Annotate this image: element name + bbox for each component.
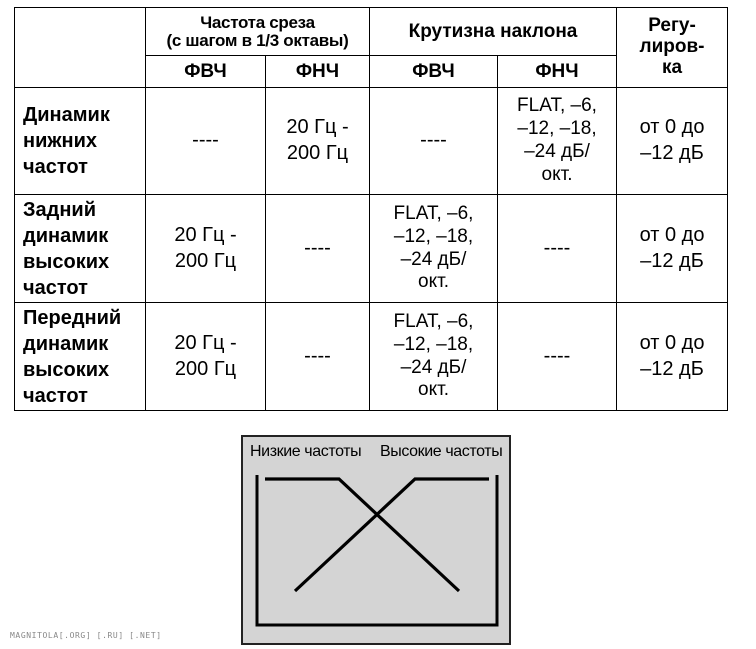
watermark-text: MAGNITOLA[.ORG] [.RU] [.NET] [10, 631, 162, 640]
header-cutoff-line: (с шагом в 1/3 октавы) [166, 30, 349, 50]
header-level-line: лиров- [639, 36, 705, 58]
header-cutoff-line: Частота среза [200, 12, 315, 32]
cell-slope-hpf [370, 88, 498, 195]
low-pass-curve [265, 479, 459, 591]
cell-level [617, 88, 728, 195]
header-slope-hpf: ФВЧ [370, 56, 498, 88]
table-row [15, 195, 728, 303]
row-label-line: частот [23, 384, 88, 407]
cell-line: FLAT, –6, [393, 310, 474, 332]
row-label-line: динамик [23, 224, 109, 247]
cell-line: от 0 до [639, 331, 705, 354]
cell-line: окт. [418, 379, 449, 401]
cell-line: –24 дБ/ [400, 248, 467, 270]
header-level-line: ка [661, 56, 683, 78]
cell-line: –12 дБ [640, 357, 704, 380]
cell-line: –12, –18, [393, 333, 474, 355]
cell-cutoff-hpf [146, 303, 266, 411]
low-frequencies-label: Низкие частоты [250, 443, 362, 460]
header-cutoff-lpf: ФНЧ [266, 56, 370, 88]
cell-slope-lpf [498, 195, 617, 303]
cell-line: –12, –18, [517, 118, 597, 140]
cell-line: ---- [543, 236, 571, 259]
cell-line: FLAT, –6, [517, 95, 597, 117]
cell-line: –12, –18, [393, 225, 474, 247]
row-label-line: нижних [23, 130, 98, 152]
cell-cutoff-hpf [146, 88, 266, 195]
cell-line: 20 Гц - [174, 331, 237, 354]
cell-line: окт. [418, 271, 449, 293]
row-label [15, 303, 146, 411]
cell-level [617, 195, 728, 303]
cell-cutoff-lpf [266, 88, 370, 195]
cell-line: окт. [541, 163, 573, 185]
header-cutoff [146, 8, 370, 56]
cell-slope-hpf [370, 303, 498, 411]
cell-line: 200 Гц [174, 357, 237, 380]
header-level [617, 8, 728, 88]
cell-slope-hpf [370, 195, 498, 303]
header-slope: Крутизна наклона [370, 8, 617, 56]
cell-line: ---- [304, 344, 331, 367]
row-label [15, 88, 146, 195]
cell-line: –12 дБ [640, 142, 704, 164]
row-label-line: высоких [23, 250, 110, 273]
corner-cell [15, 8, 146, 88]
cell-line: ---- [192, 129, 219, 152]
crossover-diagram-drawing [243, 437, 509, 643]
cell-line: 200 Гц [286, 142, 349, 164]
high-pass-curve [295, 479, 489, 591]
cell-line: FLAT, –6, [393, 202, 474, 224]
header-slope-lpf: ФНЧ [498, 56, 617, 88]
cell-cutoff-lpf [266, 195, 370, 303]
row-label-line: частот [23, 276, 88, 299]
row-label [15, 195, 146, 303]
row-label-line: Задний [23, 198, 97, 221]
cell-line: 20 Гц - [286, 116, 349, 139]
cell-line: от 0 до [639, 223, 705, 246]
crossover-diagram [241, 435, 511, 645]
cell-line: –12 дБ [640, 249, 704, 272]
table-row [15, 88, 728, 195]
row-label-line: динамик [23, 332, 109, 355]
cell-line: –24 дБ/ [400, 356, 467, 378]
cell-cutoff-hpf [146, 195, 266, 303]
row-label-line: частот [23, 156, 88, 178]
row-label-line: высоких [23, 358, 110, 381]
cell-line: –24 дБ/ [524, 141, 590, 162]
cell-slope-lpf [498, 88, 617, 195]
cell-line: ---- [420, 129, 447, 152]
cell-slope-lpf [498, 303, 617, 411]
crossover-spec-table [14, 7, 728, 411]
cell-line: от 0 до [639, 116, 705, 139]
header-cutoff-hpf: ФВЧ [146, 56, 266, 88]
high-frequencies-label: Высокие частоты [380, 443, 503, 460]
row-label-line: Передний [23, 306, 122, 329]
cell-level [617, 303, 728, 411]
cell-line: ---- [304, 236, 331, 259]
table-row [15, 303, 728, 411]
header-level-line: Регу- [648, 15, 696, 37]
cell-cutoff-lpf [266, 303, 370, 411]
row-label-line: Динамик [23, 104, 110, 126]
cell-line: ---- [543, 344, 571, 367]
cell-line: 20 Гц - [174, 223, 237, 246]
cell-line: 200 Гц [174, 249, 237, 272]
diagram-frame-bracket [257, 475, 497, 625]
